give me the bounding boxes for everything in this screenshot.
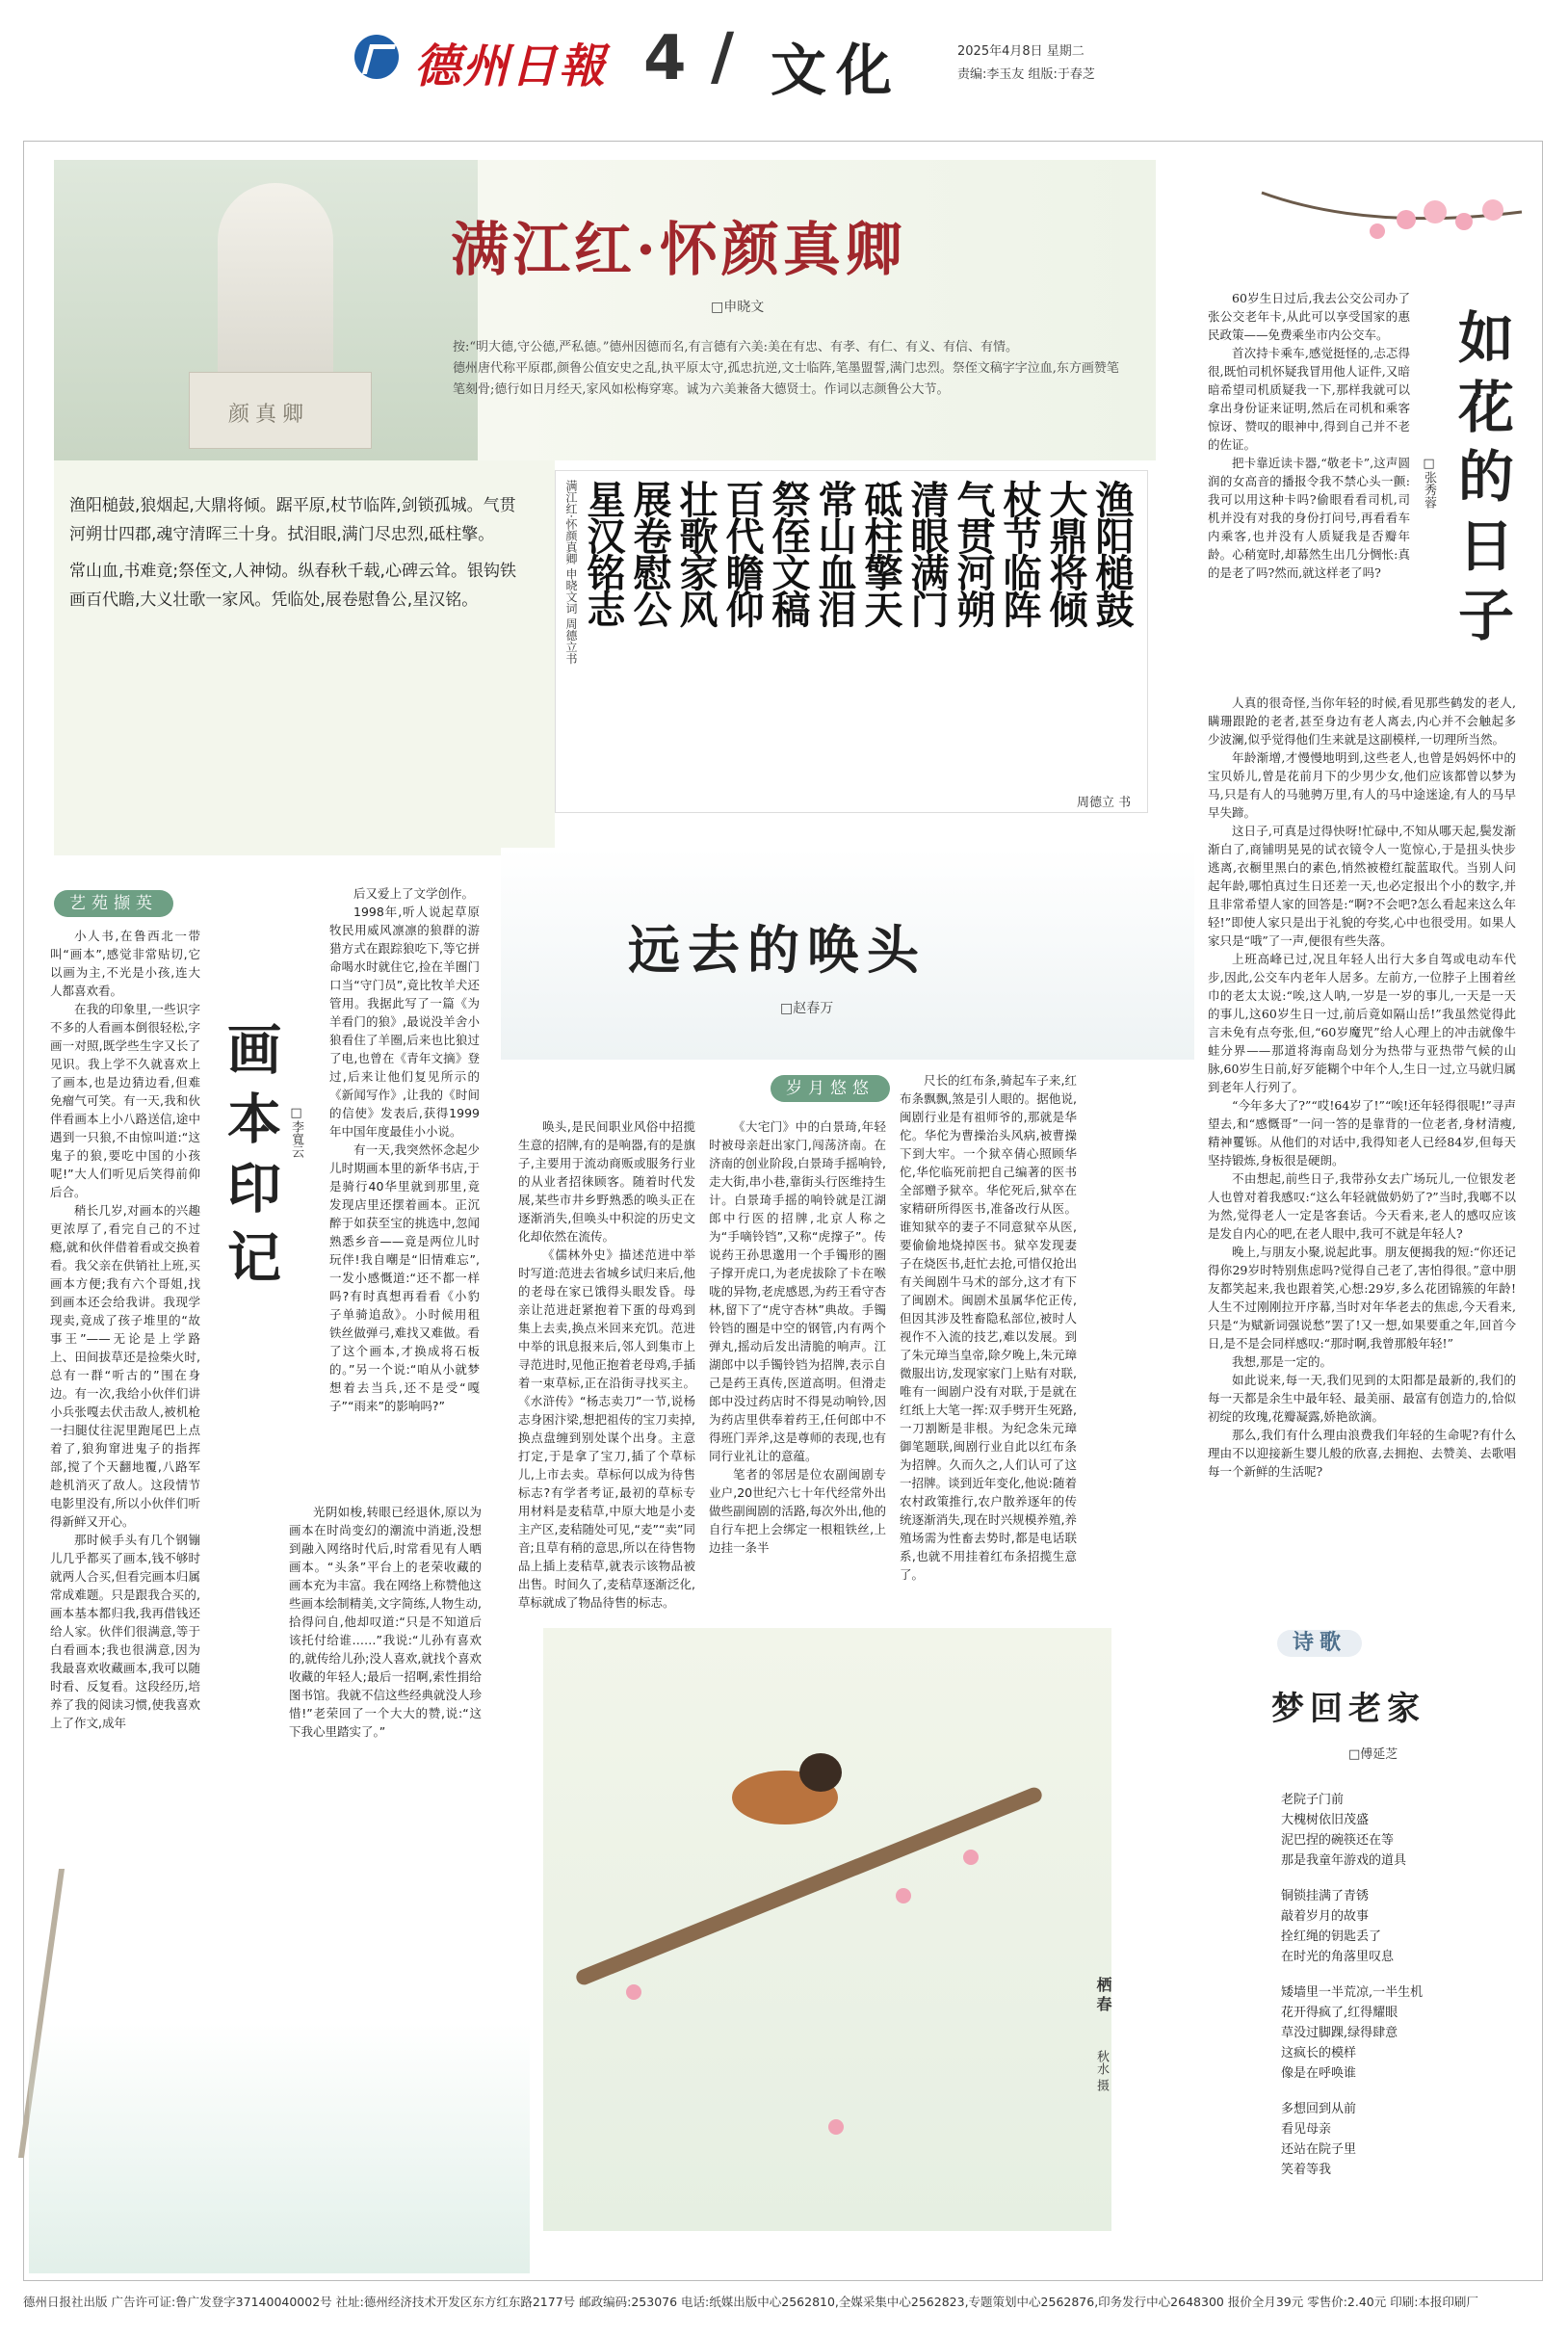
calligraphy-column: 清眼满门 (904, 480, 950, 626)
article-paragraph: 光阴如梭,转眼已经退休,原以为画本在时尚变幻的潮流中消逝,没想到融入网络时代后,时常看见有人晒画本。“头条”平台上的老荣收藏的画本充为丰富。我在网络上称赞他这些画本绘制精美,文字简练,人物生动,拾得问自,他却叹道:“只是不知道后该托付给谁……”我说:“儿孙有喜欢的,就传给儿孙;没人喜欢,就找个喜欢收藏的年轻人;最后一招啊,索性捐给图书馆。我就不信这些经典就没人珍惜!”老荣回了一个大大的赞,说:“这下我心里踏实了。” (289, 1505, 483, 1739)
article-paragraph: 1998年,听人说起草原牧民用威风凛凛的狼群的游猎方式在跟踪狼吃下,等它拼命喝水时就住它,捡在羊圈门口当“守门员”,竟比牧羊犬还管用。我据此写了一篇《为羊看门的狼》,最说没羊舍小狼看住了羊圈,后来也比狼过了电,也曾在《青年文摘》登过,后来让他们复见所示的《新闻写作》,让我的《时间的信使》发表后,获得1999年中国年度最佳小小说。 (329, 905, 480, 1139)
article-paragraph: 有一天,我突然怀念起少儿时期画本里的新华书店,于是骑行40华里就到那里,竟发现店里还摆着画本。正沉醉于如获至宝的挑选中,忽闻熟悉乡音——竟是两位儿时玩伴!我自嘲是“旧情难忘”,一发小感慨道:“还不都一样吗?有时真想再看看《小豹子单骑追敌》。小时候用租铁丝做弹弓,难找又难做。看了这个画本,才换成将石板的。”另一个说:“咱从小就梦想着去当兵,还不是受“嘎子”“雨来”的影响吗?” (329, 1142, 480, 1413)
poem-stanza: 铜锁挂满了青锈 敲着岁月的故事 拴红绳的钥匙丢了 在时光的角落里叹息 (1281, 1889, 1395, 1964)
article-author-yuanqu: □赵春万 (780, 1001, 834, 1016)
calligraphy-column: 展卷慰公 (627, 480, 672, 626)
article-paragraph: 把卡靠近读卡器,“敬老卡”,这声圆润的女高音的播报令我不禁心头一颤:我可以用这种卡吗?偷眼看看司机,司机并没有对我的身份打问号,再看看车内乘客,也并没有人质疑我是否瓣年龄。心稍宽时,却幕然生出几分惆怅:真的是老了吗?然而,就这样老了吗? (1208, 456, 1410, 580)
article-paragraph: 人真的很奇怪,当你年轻的时候,看见那些鹤发的老人,瞒珊跟跄的老者,甚至身边有老人离去,内心并不会触起多少波澜,似乎觉得他们生来就是这副模样,一切理所当然。 (1208, 696, 1516, 747)
calligraphy-column: 常山血泪 (812, 480, 857, 626)
article-paragraph: 稍长几岁,对画本的兴趣更浓厚了,看完自己的不过瘾,就和伙伴借着看或交换着看。我父亲在供销社上班,买画本方便;我有六个哥姐,找到画本还会给我讲。我现学现卖,竟成了孩子堆里的“故事王”——无论是上学路上、田间拔草还是捡柴火时,总有一群“听古的”围在身边。有一次,我给小伙伴们讲小兵张嘎去伏击敌人,被机枪一扫腿仗往泥里跑尾巴上点着了,狼狗窜进鬼子的指挥部,搅了个天翻地覆,八路军趁机消灭了敌人。这段情节电影里没有,所以小伙伴们听得新鲜又开心。 (50, 1203, 200, 1529)
poem-paragraph: 渔阳槌鼓,狼烟起,大鼎将倾。踞平原,杖节临阵,剑锁孤城。气贯河朔廿四郡,魂守清晖三十身。拭泪眼,满门尽忠烈,砥柱擎。 (69, 496, 516, 544)
article-paragraph: “今年多大了?”“哎!64岁了!”“唉!还年轻得很呢!”寻声望去,和“感慨哥”一问一答的是靠背的一位老者,身材清瘦,精神矍铄。从他们的对话中,我得知老人已经84岁,但每天坚持锻炼,身板很是硬朗。 (1208, 1098, 1516, 1168)
bird-icon (732, 1753, 848, 1830)
article-paragraph: 这日子,可真是过得快呀!忙碌中,不知从哪天起,鬓发渐渐白了,商铺明晃晃的试衣镜令人一览惊心,于是扭头快步逃离,衣橱里黑白的素色,悄然被橙红靛蓝取代。当别人问起年龄,哪怕真过生日还差一天,也必定报出个小的数字,并且非常希望人家的回答是:“啊?不会吧?怎么看起来这么年轻!”即使人家只是出于礼貌的夸奖,心中也很受用。如果人家只是“哦”了一声,便很有些失落。 (1208, 824, 1516, 948)
imprint-footer: 德州日报社出版 广告许可证:鲁广发登字37140040002号 社址:德州经济技术开发区东方红东路2177号 邮政编码:253076 电话:纸媒出版中心2562810,全媒采集中心2562823,专题策划中心2562876,印务发行中心2648300 报价全月39元 零售价:2.40元 印刷:本报印刷厂 (23, 2295, 1478, 2309)
yuanqu-column-2 (709, 1117, 886, 1557)
article-paragraph: 《儒林外史》描述范进中举时写道:范进去省城乡试归来后,他的老母在家已饿得头眼发昏。母亲让范进赶紧抱着下蛋的母鸡到集上去卖,换点米回来充饥。范进中举的讯息报来后,邻人到集市上寻范进时,见他正抱着老母鸡,手插着一束草标,正在沿街寻找买主。《水浒传》“杨志卖刀”一节,说杨志身困汴梁,想把祖传的宝刀卖掉,换点盘缠到别处谋个出身。主意打定,于是拿了宝刀,插了个草标儿,上市去卖。草标何以成为待售标志?有学者考证,最初的草标专用材料是麦秸草,中原大地是小麦主产区,麦秸随处可见,“麦”“卖”同音;且草有稍的意思,所以在待售物品上插上麦秸草,就表示该物品被出售。时间久了,麦秸草逐渐泛化,草标就成了物品待售的标志。 (518, 1247, 695, 1610)
bird-head (799, 1753, 842, 1792)
blossom-icon (828, 2119, 844, 2135)
calligraphy-column: 大鼎将倾 (1043, 480, 1088, 626)
blossom-icon (626, 1984, 641, 2000)
calligraphy-column: 杖节临阵 (997, 480, 1042, 626)
page-slash: / (711, 19, 735, 93)
photo-credit: 秋水 摄 (1094, 2050, 1109, 2092)
article-paragraph: 上班高峰已过,况且年轻人出行大多自驾或电动车代步,因此,公交车内老年人居多。左前方,一位脖子上围着丝巾的老太太说:“唉,这人呐,一岁是一岁的事儿,一天是一天的事儿,这60岁生日一过,前后竟如隔山岳!”我虽然觉得此言未免有点夸张,但,“60岁魔咒”给人心理上的冲击就像牛蛙分界——那道将海南岛划分为热带与亚热带气候的山脉,60岁生日前,好歹能糊个中年个人,生日一过,立马就归属到老年人行列了。 (1208, 952, 1516, 1094)
article-title-huaben: 画本印记 (219, 1021, 282, 1299)
calligraphy-column: 壮歌家风 (673, 480, 719, 626)
article-paragraph: 笔者的邻居是位农副闽剧专业户,20世纪六七十年代经常外出做些副闽剧的活路,每次外出,他的自行车把上会绑定一根粗铁丝,上边挂一条半 (709, 1467, 886, 1555)
article-author-ruhua: □张秀蓉 (1422, 457, 1436, 509)
section-title: 文化 (771, 38, 902, 103)
article-paragraph: 那时候手头有几个钢镚儿几乎都买了画本,钱不够时就两人合买,但看完画本归属常成难题。只是跟我合买的,画本基本都归我,我再借钱还给人家。伙伴们很满意,等于白看画本;我也很满意,因为我最喜欢收藏画本,我可以随时看、反复看。这段经历,培养了我的阅读习惯,使我喜欢上了作文,成年 (50, 1533, 200, 1730)
masthead (0, 0, 1568, 114)
statue-plaque (189, 372, 372, 449)
poem-stanza: 矮墙里一半荒凉,一半生机 花开得疯了,红得耀眼 草没过脚踝,绿得肆意 这疯长的模样 像是在呼唤谁 (1281, 1985, 1424, 2081)
huaben-column-2 (329, 884, 480, 1415)
calligraphy-column: 祭侄文稿 (766, 480, 811, 626)
article-paragraph: 唤头,是民间职业风俗中招揽生意的招牌,有的是响器,有的是旗子,主要用于流动商贩或服务行业的从业者招徕顾客。随着时代发展,某些市井乡野熟悉的唤头正在逐渐消失,但唤头中积淀的历史文化却依然在流传。 (518, 1119, 695, 1244)
statue-plaque-text: 颜真卿 (228, 403, 310, 427)
editors-credit: 责编:李玉友 组版:于春芝 (957, 67, 1095, 82)
ruhua-column-2 (1208, 694, 1516, 1481)
calligraphy-column: 渔阳槌鼓 (1089, 480, 1135, 626)
bird-photo (543, 1628, 1111, 2231)
yuanqu-column-3 (900, 1071, 1077, 1584)
calligraphy-column: 星汉铭志 (581, 480, 626, 626)
column-tag-years: 岁月悠悠 (771, 1075, 890, 1102)
poem-paragraph: 常山血,书难竟;祭侄文,人神恸。纵春秋千载,心碑云耸。银钩铁画百代瞻,大义壮歌一家风。凭临处,展卷慰鲁公,星汉铭。 (69, 562, 516, 610)
menghui-poem (1281, 1790, 1522, 2195)
ruhua-column-1 (1208, 289, 1410, 582)
article-paragraph: 在我的印象里,一些识字不多的人看画本倒很轻松,字画一对照,既学些生字又长了见识。我上学不久就喜欢上了画本,也是边猜边看,但难免瘤气可笑。有一天,我和伙伴看画本上小八路送信,途中遇到一只狼,不由惊叫道:“这鬼子的狼,要吃中国的小孩呢!”大人们听见后笑得前仰后合。 (50, 1002, 200, 1199)
article-paragraph: 年龄渐增,才慢慢地明到,这些老人,也曾是妈妈怀中的宝贝娇儿,曾是花前月下的少男少女,他们应该都曾以梦为马,只是有人的马驰骋万里,有人的马中途迷途,有人的马早早失蹄。 (1208, 750, 1516, 820)
yuanqu-column-1 (518, 1117, 695, 1612)
huaben-column-3 (289, 1503, 482, 1741)
article-title-menghui: 梦回老家 (1271, 1690, 1425, 1728)
page-number: 4 (643, 23, 687, 94)
hero-lead (453, 337, 1127, 401)
issue-date: 2025年4月8日 星期二 (957, 44, 1085, 59)
article-paragraph: 首次持卡乘车,感觉挺怪的,忐忑得很,既怕司机怀疑我冒用他人证件,又暗暗希望司机质疑我一下,那样我就可以拿出身份证来证明,然后在司机和乘客惊讶、赞叹的眼神中,得到自己并不老的佐证。 (1208, 346, 1410, 452)
poem-stanza: 老院子门前 大槐树依旧茂盛 泥巴捏的碗筷还在等 那是我童年游戏的道具 (1281, 1793, 1407, 1868)
article-author-menghui: □傅延芝 (1348, 1747, 1398, 1762)
column-tag-art: 艺苑撷英 (54, 890, 173, 917)
article-author-manjianghong: □申晓文 (711, 300, 765, 315)
calligraphy-column: 砥柱擎天 (858, 480, 903, 626)
calligraphy-signature: 满江红·怀颜真卿 申晓文词 周德立书 (564, 480, 578, 665)
article-paragraph: 晚上,与朋友小聚,说起此事。朋友便揭我的短:“你还记得你29岁时特别焦虑吗?觉得自己老了,害怕得很。”意中朋友都笑起来,我也跟着笑,心想:29岁,多么花团锦簇的年龄!人生不过刚刚拉开序幕,当时对年华老去的焦虑,今天看来,只是“为赋新词强说愁”罢了!又一想,如果要重之年,回首今日,是不是会同样感叹:“那时啊,我曾那般年轻!” (1208, 1245, 1516, 1351)
photo-caption: 栖春 (1094, 1977, 1112, 2015)
article-paragraph: 《大宅门》中的白景琦,年轻时被母亲赶出家门,闯荡济南。在济南的创业阶段,白景琦手摇响铃,走大街,串小巷,靠街头行医维持生计。白景琦手摇的响铃就是江湖郎中行医的招牌,北京人称之为“手嘀铃铛”,又称“虎撑子”。传说药王孙思邈用一个手镯形的圈子撑开虎口,为老虎拔除了卡在喉咙的异物,老虎感恩,为药王看守杏林,留下了“虎守杏林”典故。手镯铃铛的圈是中空的钢管,内有两个弹丸,摇动后发出清脆的响声。江湖郎中以手镯铃铛为招牌,表示自己是药王真传,医道高明。但滑走郎中没过药店时不得晃动响铃,因为药店里供奉着药王,任何郎中不得班门弄斧,这是尊师的表现,也有同行业礼让的意蕴。 (709, 1119, 886, 1463)
article-title-yuanqu: 远去的唤头 (628, 919, 927, 981)
column-tag-poetry: 诗歌 (1277, 1630, 1362, 1657)
article-paragraph: 那么,我们有什么理由浪费我们年轻的生命呢?有什么理由不以迎接新生婴儿般的欣喜,去拥抱、去赞美、去歌唱每一个新鲜的生活呢? (1208, 1428, 1516, 1479)
calligraphy-column: 气贯河朔 (951, 480, 996, 626)
article-paragraph: 小人书,在鲁西北一带叫“画本”,感觉非常贴切,它以画为主,不光是小孩,连大人都喜欢看。 (50, 929, 200, 998)
poem-stanza: 多想回到从前 看见母亲 还站在院子里 笑着等我 (1281, 2102, 1357, 2177)
blossom-icon (896, 1888, 911, 1903)
poem-text (69, 491, 532, 622)
blossom-branch-icon (1252, 173, 1531, 279)
article-paragraph: 尺长的红布条,骑起车子来,红布条飘飘,煞是引人眼的。据他说,闽剧行业是有祖师爷的,那就是华佗。华佗为曹操治头风病,被曹操下到大牢。一个狱卒倩心照顾华佗,华佗临死前把自己编著的医书全部赠予狱卒。华佗死后,狱卒在家精研所得医书,准备改行从医。谁知狱卒的妻子不同意狱卒从医,要偷偷地烧掉医书。狱卒发现妻子在烧医书,赶忙去抢,可惜仅抢出有关闽剧牛马术的部分,这才有下了闽剧术。闽剧术虽属华佗正传,但因其涉及牲畜隐私部位,被时人视作不入流的技艺,难以发展。到了朱元璋当皇帝,除夕晚上,朱元璋微服出访,发现家家门上贴有对联,唯有一闽剧户没有对联,于是就在红纸上大笔一挥:双手劈开生死路,一刀割断是非根。为纪念朱元璋御笔题联,闽剧行业自此以红布条为招牌。久而久之,人们认可了这一招牌。谈到近年变化,他说:随着农村政策推行,农户散养逐年的传统逐渐消失,现在时兴规模养殖,养殖场需为性畜去势时,都是电话联系,也就不用挂着红布条招揽生意了。 (900, 1073, 1077, 1582)
lead-paragraph: 德州唐代称平原郡,颜鲁公值安史之乱,执平原太守,孤忠抗逆,文士临阵,笔墨盟誓,满门忠烈。祭侄文稿字字泣血,东方画赞笔笔刻骨;德行如日月经天,家风如松梅穿寒。诚为六美兼备大德贤士。作词以志颜鲁公大节。 (453, 361, 1119, 397)
article-paragraph: 我想,那是一定的。 (1232, 1354, 1332, 1369)
huaben-column-1 (50, 927, 200, 1732)
newspaper-logo-icon (354, 35, 399, 79)
paper-name: 德州日報 (414, 39, 608, 93)
blossom-icon (963, 1850, 979, 1865)
calligraphy-credit: 周德立 书 (1077, 796, 1132, 810)
landscape-illustration (29, 2023, 530, 2273)
statue-photo (54, 160, 478, 460)
article-paragraph: 如此说来,每一天,我们见到的太阳都是最新的,我们的每一天都是余生中最年轻、最美丽、最富有创造力的,恰似初绽的玫瑰,花瓣凝露,娇艳欲滴。 (1208, 1373, 1516, 1424)
article-title-ruhua: 如花的日子 (1449, 308, 1514, 655)
calligraphy-columns (564, 480, 1135, 769)
article-title-manjianghong: 满江红·怀颜真卿 (451, 217, 906, 284)
calligraphy-column: 百代瞻仰 (719, 480, 765, 626)
lead-paragraph: 按:“明大德,守公德,严私德。”德州因德而名,有言德有六美:美在有忠、有孝、有仁、有义、有信、有情。 (453, 340, 1018, 354)
article-paragraph: 不由想起,前些日子,我带孙女去广场玩儿,一位银发老人也曾对着我感叹:“这么年轻就做奶奶了?”当时,我啷不以为然,觉得老人一定是客套话。今天看来,老人的感叹应该是发自内心的吧,在老人眼中,我可不就是年轻人? (1208, 1171, 1516, 1241)
article-paragraph: 60岁生日过后,我去公交公司办了张公交老年卡,从此可以享受国家的惠民政策——免费乘坐市内公交车。 (1208, 291, 1410, 342)
article-author-huaben: □李寬云 (289, 1106, 303, 1158)
article-paragraph: 后又爱上了文学创作。 (353, 886, 475, 901)
